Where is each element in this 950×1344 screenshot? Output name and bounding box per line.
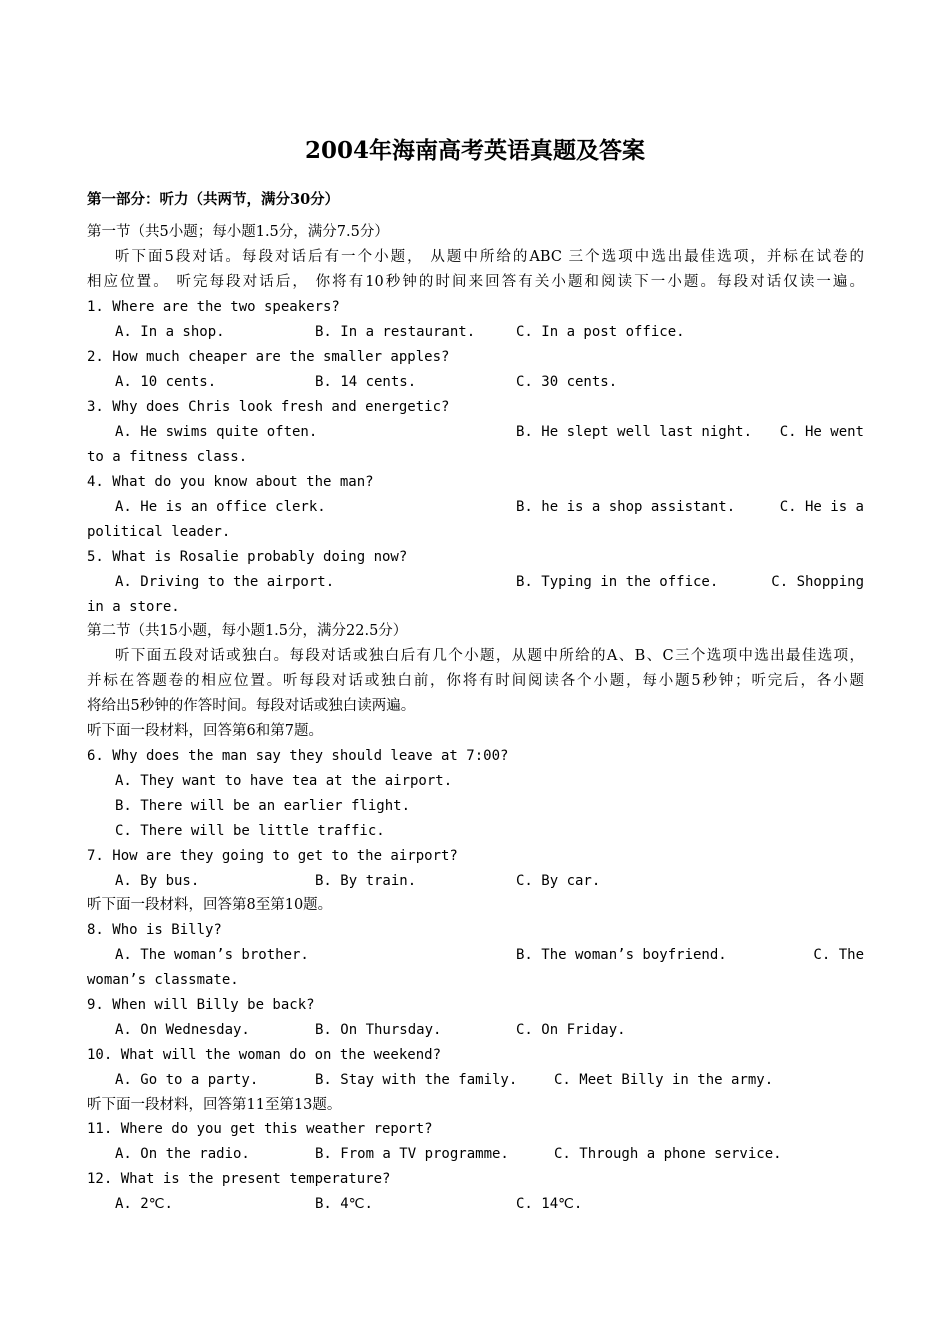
option-a: A. The woman’s brother. — [115, 947, 309, 963]
option-a: A. He swims quite often. — [115, 424, 318, 440]
option-b: B. he is a shop assistant. — [516, 499, 736, 515]
option-c: C. By car. — [516, 873, 601, 889]
option-a: A. They want to have tea at the airport. — [115, 773, 453, 789]
question-12: 12. What is the present temperature? — [87, 1171, 391, 1187]
option-c: C. 30 cents. — [516, 374, 618, 390]
option-c-continuation: in a store. — [87, 599, 180, 615]
option-b: B. By train. — [315, 873, 417, 889]
question-3: 3. Why does Chris look fresh and energetic? — [87, 399, 450, 415]
option-c: C. There will be little traffic. — [115, 823, 385, 839]
question-6: 6. Why does the man say they should leave at 7:00? — [87, 748, 509, 764]
option-a: A. Go to a party. — [115, 1072, 259, 1088]
section1-instruction-line1: 听下面5段对话。每段对话后有一个小题， 从题中所给的ABC 三个选项中选出最佳选项，并标在试卷的 — [115, 249, 864, 265]
material-heading-1: 听下面一段材料，回答第6和第7题。 — [87, 723, 323, 739]
section1-instruction-line2: 相应位置。 听完每段对话后， 你将有10秒钟的时间来回答有关小题和阅读下一小题。每段对话仅读一遍。 — [87, 274, 864, 290]
question-11-options — [87, 1142, 864, 1166]
material-heading-2: 听下面一段材料，回答第8至第10题。 — [87, 897, 333, 913]
option-b: B. Stay with the family. — [315, 1072, 518, 1088]
option-a: A. Driving to the airport. — [115, 574, 335, 590]
question-1: 1. Where are the two speakers? — [87, 299, 340, 315]
option-c-continuation: political leader. — [87, 524, 231, 540]
question-3-options — [87, 420, 864, 444]
option-c: C. He is a — [779, 499, 864, 515]
question-1-options — [87, 320, 864, 344]
section2-heading: 第二节（共15小题，每小题1.5分，满分22.5分） — [87, 623, 408, 639]
question-8: 8. Who is Billy? — [87, 922, 222, 938]
question-5-options — [87, 570, 864, 594]
question-4-options — [87, 495, 864, 519]
section2-instruction-line2: 并标在答题卷的相应位置。听每段对话或独白前，你将有时间阅读各个小题，每小题5秒钟；听完后，各小题 — [87, 673, 864, 689]
option-b: B. There will be an earlier flight. — [115, 798, 411, 814]
option-a: A. 2℃. — [115, 1196, 173, 1212]
material-heading-3: 听下面一段材料，回答第11至第13题。 — [87, 1097, 342, 1113]
option-c: C. Through a phone service. — [554, 1146, 782, 1162]
question-6-option-a — [87, 769, 864, 793]
question-12-options — [87, 1192, 864, 1216]
option-a: A. In a shop. — [115, 324, 225, 340]
option-b: B. The woman’s boyfriend. — [516, 947, 727, 963]
question-9: 9. When will Billy be back? — [87, 997, 315, 1013]
part1-heading: 第一部分：听力（共两节，满分30分） — [87, 191, 340, 208]
option-b: B. Typing in the office. — [516, 574, 719, 590]
question-2-options — [87, 370, 864, 394]
option-b: B. From a TV programme. — [315, 1146, 509, 1162]
option-c: C. The — [813, 947, 864, 963]
question-6-option-b — [87, 794, 864, 818]
option-c: C. In a post office. — [516, 324, 685, 340]
question-2: 2. How much cheaper are the smaller apples? — [87, 349, 450, 365]
question-4: 4. What do you know about the man? — [87, 474, 374, 490]
question-7-options — [87, 869, 864, 893]
option-a: A. On Wednesday. — [115, 1022, 250, 1038]
option-a: A. On the radio. — [115, 1146, 250, 1162]
option-b: B. 14 cents. — [315, 374, 417, 390]
option-b: B. On Thursday. — [315, 1022, 442, 1038]
option-b: B. He slept well last night. — [516, 424, 753, 440]
page-title: 2004年海南高考英语真题及答案 — [304, 137, 645, 164]
option-a: A. 10 cents. — [115, 374, 217, 390]
option-c-continuation: woman’s classmate. — [87, 972, 239, 988]
section2-instruction-line3: 将给出5秒钟的作答时间。每段对话或独白读两遍。 — [87, 698, 416, 714]
option-c: C. 14℃. — [516, 1196, 583, 1212]
option-a: A. He is an office clerk. — [115, 499, 326, 515]
option-b: B. In a restaurant. — [315, 324, 476, 340]
option-a: A. By bus. — [115, 873, 200, 889]
question-7: 7. How are they going to get to the airport? — [87, 848, 458, 864]
question-11: 11. Where do you get this weather report? — [87, 1121, 433, 1137]
option-c: C. Shopping — [771, 574, 864, 590]
question-8-options — [87, 943, 864, 967]
option-c-continuation: to a fitness class. — [87, 449, 248, 465]
question-10-options — [87, 1068, 864, 1092]
question-10: 10. What will the woman do on the weekend? — [87, 1047, 442, 1063]
question-5: 5. What is Rosalie probably doing now? — [87, 549, 408, 565]
option-c: C. He went — [779, 424, 864, 440]
option-c: C. Meet Billy in the army. — [554, 1072, 774, 1088]
question-9-options — [87, 1018, 864, 1042]
option-c: C. On Friday. — [516, 1022, 626, 1038]
section2-instruction-line1: 听下面五段对话或独白。每段对话或独白后有几个小题，从题中所给的A、B、C三个选项中选出最佳选项， — [115, 648, 864, 664]
option-b: B. 4℃. — [315, 1196, 373, 1212]
section1-heading: 第一节（共5小题；每小题1.5分，满分7.5分） — [87, 224, 389, 240]
question-6-option-c — [87, 819, 864, 843]
